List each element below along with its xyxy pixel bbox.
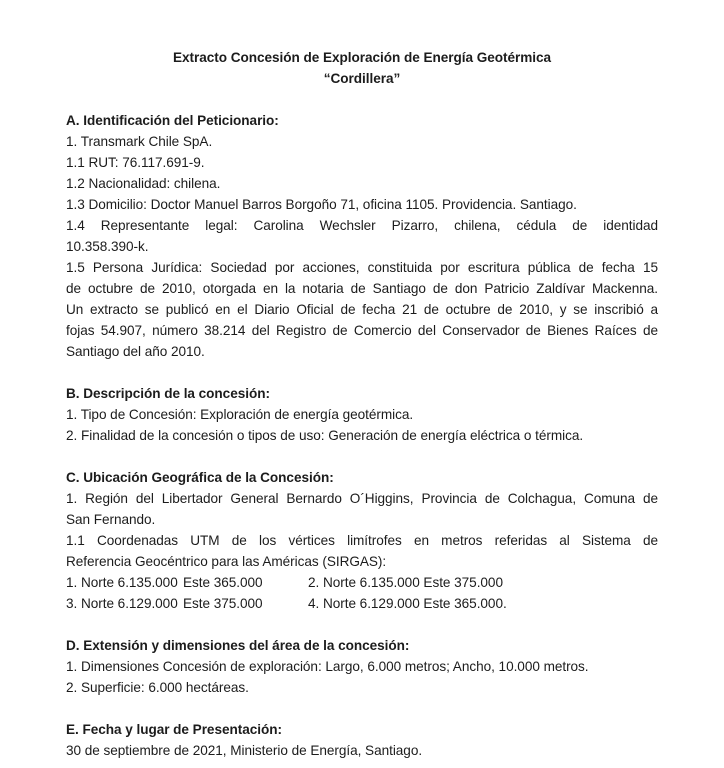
document-sections [66, 110, 658, 761]
text-line: 1.2 Nacionalidad: chilena. [66, 176, 221, 191]
coordinate-row [66, 593, 658, 614]
document-title [66, 47, 658, 89]
document-section [66, 383, 658, 446]
text-line: San Fernando. [66, 512, 156, 527]
text-line: Un extracto se publicó en el Diario Oficial de fecha 21 de octubre de 2010, y se inscribió a [66, 302, 658, 317]
text-line: Santiago del año 2010. [66, 344, 205, 359]
text-line: 1. Tipo de Concesión: Exploración de energía geotérmica. [66, 407, 414, 422]
coordinate-vertex-left: 1. Norte 6.135.000 [66, 575, 178, 590]
document-section [66, 719, 658, 761]
section-heading: B. Descripción de la concesión: [66, 386, 270, 401]
section-heading: A. Identificación del Peticionario: [66, 113, 279, 128]
text-line: 2. Finalidad de la concesión o tipos de uso: Generación de energía eléctrica o térmica. [66, 428, 584, 443]
text-line: 1.4 Representante legal: Carolina Wechsler Pizarro, chilena, cédula de identidad [66, 218, 658, 233]
text-line: 30 de septiembre de 2021, Ministerio de Energía, Santiago. [66, 743, 423, 758]
coordinate-este-left: Este 375.000 [183, 596, 263, 611]
coordinate-row [66, 572, 658, 593]
text-line: 1.1 Coordenadas UTM de los vértices limítrofes en metros referidas al Sistema de [66, 533, 658, 548]
text-line: fojas 54.907, número 38.214 del Registro de Comercio del Conservador de Bienes Raíces de [66, 323, 658, 338]
coordinate-este-left: Este 365.000 [183, 575, 263, 590]
document-section [66, 467, 658, 614]
section-heading: D. Extensión y dimensiones del área de la concesión: [66, 638, 410, 653]
text-line: de octubre de 2010, otorgada en la notaria de Santiago de don Patricio Zaldívar Mackenna. [66, 281, 658, 296]
document-title-line-2: “Cordillera” [323, 71, 401, 86]
section-heading: C. Ubicación Geográfica de la Concesión: [66, 470, 334, 485]
document-section [66, 110, 658, 362]
document-section [66, 635, 658, 698]
coordinate-vertex-right: 2. Norte 6.135.000 Este 375.000 [308, 575, 503, 590]
utm-coordinates-table [66, 572, 658, 614]
text-line: 1. Dimensiones Concesión de exploración: Largo, 6.000 metros; Ancho, 10.000 metros. [66, 659, 589, 674]
text-line: 1.5 Persona Jurídica: Sociedad por acciones, constituida por escritura pública de fecha 15 [66, 260, 658, 275]
document-title-line-1: Extracto Concesión de Exploración de Energía Geotérmica [173, 50, 551, 65]
coordinate-vertex-right: 4. Norte 6.129.000 Este 365.000. [308, 596, 507, 611]
text-line: 1. Transmark Chile SpA. [66, 134, 213, 149]
text-line: 1.1 RUT: 76.117.691-9. [66, 155, 205, 170]
text-line: Referencia Geocéntrico para las Américas (SIRGAS): [66, 554, 387, 569]
text-line: 2. Superficie: 6.000 hectáreas. [66, 680, 249, 695]
text-line: 1.3 Domicilio: Doctor Manuel Barros Borgoño 71, oficina 1105. Providencia. Santiago. [66, 197, 577, 212]
text-line: 10.358.390-k. [66, 239, 149, 254]
section-heading: E. Fecha y lugar de Presentación: [66, 722, 282, 737]
text-line: 1. Región del Libertador General Bernardo O´Higgins, Provincia de Colchagua, Comuna de [66, 491, 658, 506]
coordinate-vertex-left: 3. Norte 6.129.000 [66, 596, 178, 611]
